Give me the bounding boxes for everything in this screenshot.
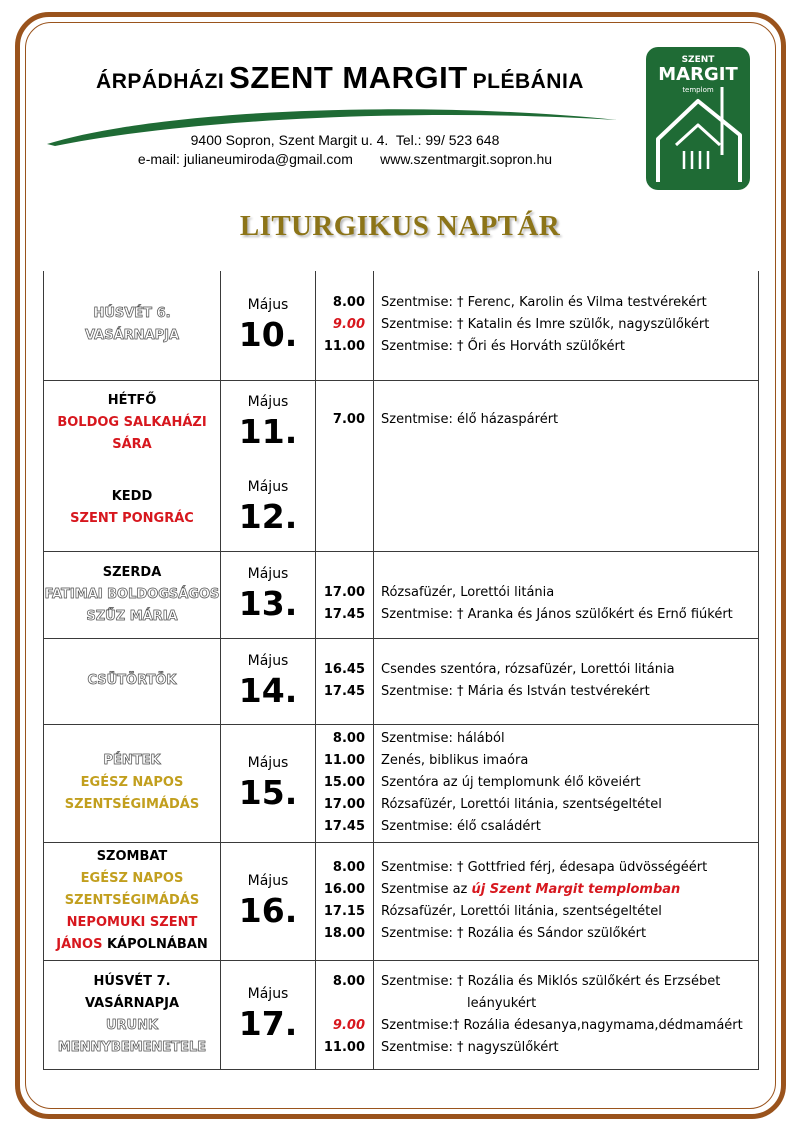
contact-line: e-mail: julianeumiroda@gmail.com www.szentmargit.sopron.hu (137, 151, 553, 167)
table-row (44, 551, 759, 638)
table-row (44, 724, 759, 842)
table-row (44, 638, 759, 724)
time-cell: 16.45 17.45 (316, 638, 374, 724)
date-cell: Május 16. (221, 842, 316, 960)
event-cell: Szentmise: † Gottfried férj, édesapa üdvösségéért Szentmise az új Szent Margit templomban Rózsafüzér, Lorettói litánia, szentségeltétel Szentmise: † Rozália és Sándor szülőkért (374, 842, 759, 960)
date-cell: Május 17. (221, 960, 316, 1069)
time-cell: 17.00 17.45 (316, 551, 374, 638)
day-cell: HÚSVÉT 6. VASÁRNAPJA (44, 271, 221, 380)
date-cell: Május 11. (221, 380, 316, 465)
event-cell: Szentmise: † Rozália és Miklós szülőkért és Erzsébet leányukért Szentmise:† Rozália édesanya,nagymama,dédmamáért Szentmise: † nagyszülőkért (374, 960, 759, 1069)
day-cell: CSÜTÖRTÖK (44, 638, 221, 724)
time-cell: 8.00 16.00 17.15 18.00 (316, 842, 374, 960)
time-cell: 8.00 11.00 15.00 17.00 17.45 (316, 724, 374, 842)
event-cell: Szentmise: † Ferenc, Karolin és Vilma testvérekért Szentmise: † Katalin és Imre szülők, nagyszülőkért Szentmise: † Őri és Horváth szülőkért (374, 271, 759, 380)
date-cell: Május 15. (221, 724, 316, 842)
event-cell: Rózsafüzér, Lorettói litánia Szentmise: † Aranka és János szülőkért és Ernő fiúkért (374, 551, 759, 638)
address-line: 9400 Sopron, Szent Margit u. 4. Tel.: 99/ 523 648 (190, 132, 500, 148)
logo-line1: SZENT (681, 55, 715, 65)
day-cell: PÉNTEK EGÉSZ NAPOS SZENTSÉGIMÁDÁS (44, 724, 221, 842)
event-cell: Szentmise: hálából Zenés, biblikus imaóra Szentóra az új templomunk élő köveiért Rózsafüzér, Lorettói litánia, szentségeltétel Szentmise: élő családért (374, 724, 759, 842)
date-cell: Május 13. (221, 551, 316, 638)
logo-line2: MARGIT (658, 64, 738, 85)
parish-name: ÁRPÁDHÁZI SZENT MARGIT PLÉBÁNIA (96, 60, 584, 95)
table-row (44, 842, 759, 960)
day-cell: HÉTFŐ BOLDOG SALKAHÁZI SÁRA (44, 380, 221, 465)
table-row (44, 960, 759, 1069)
contact-info (0, 131, 690, 169)
parish-logo (646, 47, 750, 190)
event-cell: Csendes szentóra, rózsafüzér, Lorettói litánia Szentmise: † Mária és István testvérekért (374, 638, 759, 724)
page-title: LITURGIKUS NAPTÁR (239, 210, 561, 242)
time-cell: 8.00 9.00 11.00 (316, 271, 374, 380)
time-cell: 8.00 9.00 11.00 (316, 960, 374, 1069)
logo-line3: templom (682, 86, 714, 94)
day-cell: KEDD SZENT PONGRÁC (44, 465, 221, 551)
date-cell: Május 10. (221, 271, 316, 380)
liturgical-calendar-table (43, 271, 759, 1070)
time-cell: 7.00 (316, 380, 374, 551)
event-cell: Szentmise: élő házaspárért (374, 380, 759, 551)
date-cell: Május 12. (221, 465, 316, 551)
table-row (44, 380, 759, 465)
date-cell: Május 14. (221, 638, 316, 724)
day-cell: SZERDA FATIMAI BOLDOGSÁGOS SZŰZ MÁRIA (44, 551, 221, 638)
day-cell: SZOMBAT EGÉSZ NAPOS SZENTSÉGIMÁDÁS NEPOMUKI SZENT JÁNOS KÁPOLNÁBAN (44, 842, 221, 960)
day-cell: HÚSVÉT 7. VASÁRNAPJA URUNK MENNYBEMENETELE (44, 960, 221, 1069)
table-row (44, 271, 759, 380)
